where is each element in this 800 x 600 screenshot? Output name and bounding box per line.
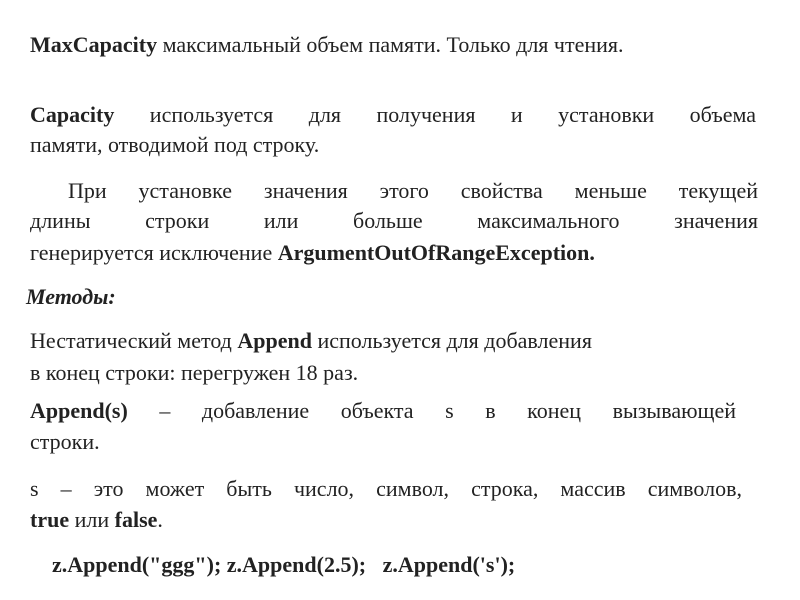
- code-example: z.Append("ggg"); z.Append(2.5); z.Append('s');: [52, 552, 516, 577]
- capacity-text: используется для получения и установки объема: [114, 102, 756, 127]
- append-intro-line1: [30, 326, 592, 356]
- append-intro-line2: в конец строки: перегружен 18 раз.: [30, 360, 359, 385]
- setter-note-line2: длины строки или больше максимального значения: [30, 208, 758, 233]
- append-intro-post: используется для добавления: [311, 328, 592, 353]
- append-s-line1: [30, 396, 736, 426]
- append-method-name: Append: [237, 328, 312, 353]
- false-keyword: false: [114, 507, 158, 532]
- s-note-end: .: [157, 507, 163, 532]
- setter-note-line3-text: генерируется исключение: [30, 240, 278, 265]
- methods-heading: Методы:: [26, 284, 116, 309]
- maxcapacity-term: MaxCapacity: [30, 32, 158, 57]
- append-s-text: – добавление объекта s в конец вызывающей: [127, 398, 736, 423]
- capacity-paragraph-line1: [30, 100, 756, 130]
- capacity-paragraph-line2: памяти, отводимой под строку.: [30, 132, 320, 157]
- true-keyword: true: [30, 507, 70, 532]
- setter-note-line1: При установке значения этого свойства меньше текущей: [68, 178, 758, 203]
- maxcapacity-text: максимальный объем памяти. Только для чтения.: [157, 32, 624, 57]
- append-intro-pre: Нестатический метод: [30, 328, 238, 353]
- append-s-line2: строки.: [30, 429, 100, 454]
- s-note-line2: [30, 505, 163, 535]
- setter-note-line3: [30, 238, 595, 268]
- capacity-term: Capacity: [30, 102, 115, 127]
- s-note-line1: s – это может быть число, символ, строка, массив символов,: [30, 476, 742, 501]
- s-note-or: или: [69, 507, 115, 532]
- append-s-term: Append(s): [30, 398, 128, 423]
- maxcapacity-paragraph: [30, 30, 624, 60]
- exception-name: ArgumentOutOfRangeException.: [277, 240, 595, 265]
